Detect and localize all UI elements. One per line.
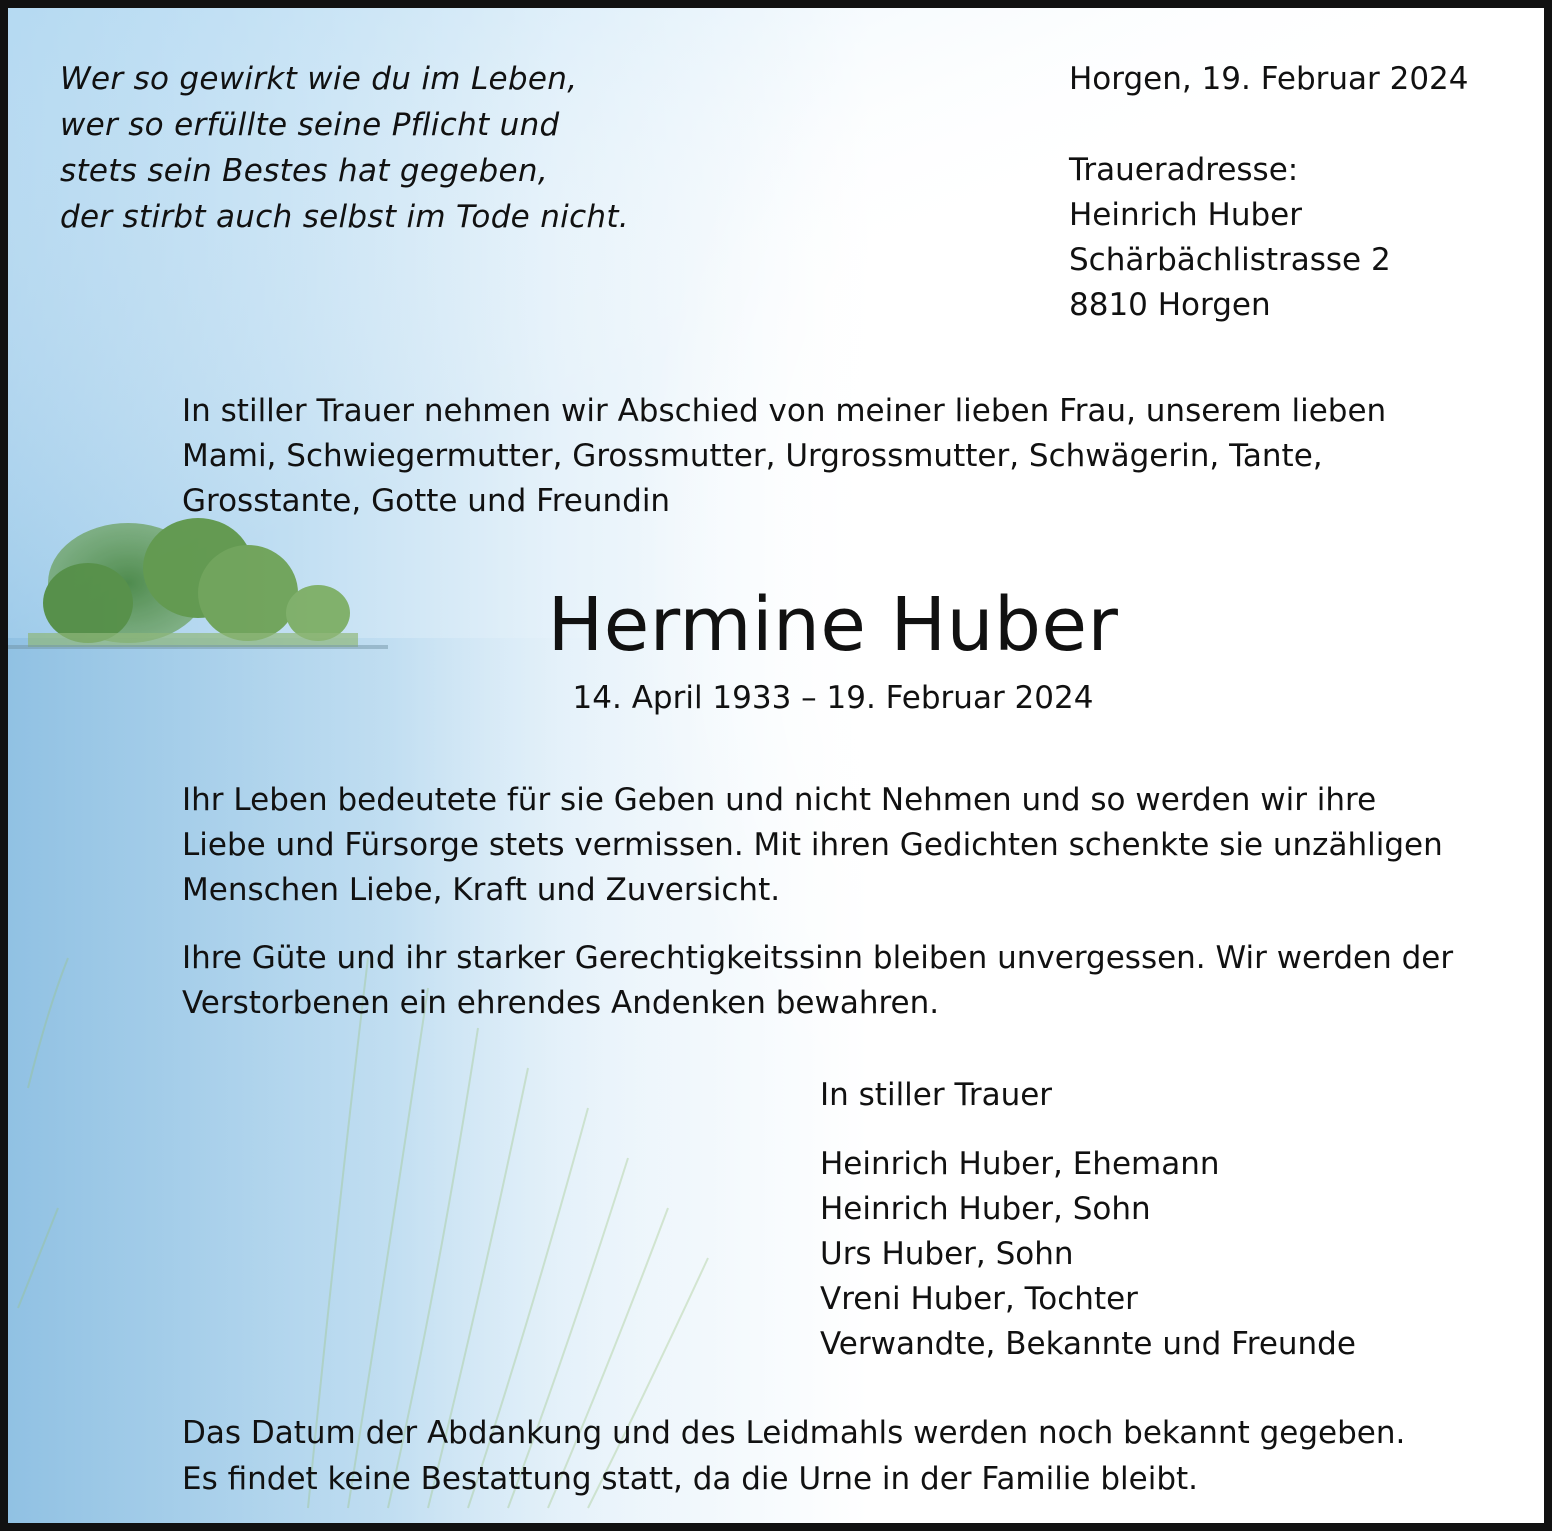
- mourning-address-block: [1069, 148, 1391, 328]
- mourners-list: [820, 1142, 1356, 1367]
- body-line: Verstorbenen ein ehrendes Andenken bewahren.: [182, 985, 940, 1021]
- mourner-name: Verwandte, Bekannte und Freunde: [820, 1326, 1356, 1362]
- poem-block: [60, 56, 629, 240]
- place-date: Horgen, 19. Februar 2024: [1069, 61, 1469, 97]
- mourner-name: Urs Huber, Sohn: [820, 1236, 1074, 1272]
- poem-line: der stirbt auch selbst im Tode nicht.: [60, 199, 629, 235]
- intro-line: Mami, Schwiegermutter, Grossmutter, Urgrossmutter, Schwägerin, Tante,: [182, 438, 1323, 474]
- poem-line: wer so erfüllte seine Pflicht und: [60, 107, 560, 143]
- address-label: Traueradresse:: [1069, 152, 1299, 188]
- address-line: 8810 Horgen: [1069, 287, 1271, 323]
- deceased-name: Hermine Huber: [547, 582, 1119, 668]
- body-paragraph-1: [182, 778, 1443, 913]
- body-line: Menschen Liebe, Kraft und Zuversicht.: [182, 872, 781, 908]
- mourner-name: Heinrich Huber, Ehemann: [820, 1146, 1220, 1182]
- address-line: Schärbächlistrasse 2: [1069, 242, 1391, 278]
- poem-line: Wer so gewirkt wie du im Leben,: [60, 61, 578, 97]
- closing-line: Das Datum der Abdankung und des Leidmahls werden noch bekannt gegeben.: [182, 1415, 1406, 1451]
- mourner-name: Vreni Huber, Tochter: [820, 1281, 1138, 1317]
- address-line: Heinrich Huber: [1069, 197, 1302, 233]
- poem-line: stets sein Bestes hat gegeben,: [60, 153, 549, 189]
- intro-line: In stiller Trauer nehmen wir Abschied von meiner lieben Frau, unserem lieben: [182, 393, 1387, 429]
- intro-line: Grosstante, Gotte und Freundin: [182, 483, 671, 519]
- closing-line: Es findet keine Bestattung statt, da die Urne in der Familie bleibt.: [182, 1461, 1199, 1497]
- closing-paragraph: [182, 1410, 1405, 1502]
- body-paragraph-2: [182, 936, 1453, 1026]
- intro-paragraph: [182, 389, 1386, 524]
- water-shape: [8, 638, 1544, 1523]
- mourner-name: Heinrich Huber, Sohn: [820, 1191, 1151, 1227]
- mourning-heading: In stiller Trauer: [820, 1077, 1053, 1113]
- body-line: Liebe und Fürsorge stets vermissen. Mit ihren Gedichten schenkte sie unzähligen: [182, 827, 1443, 863]
- life-dates: 14. April 1933 – 19. Februar 2024: [572, 680, 1094, 716]
- body-line: Ihre Güte und ihr starker Gerechtigkeitssinn bleiben unvergessen. Wir werden der: [182, 940, 1454, 976]
- body-line: Ihr Leben bedeutete für sie Geben und nicht Nehmen und so werden wir ihre: [182, 782, 1377, 818]
